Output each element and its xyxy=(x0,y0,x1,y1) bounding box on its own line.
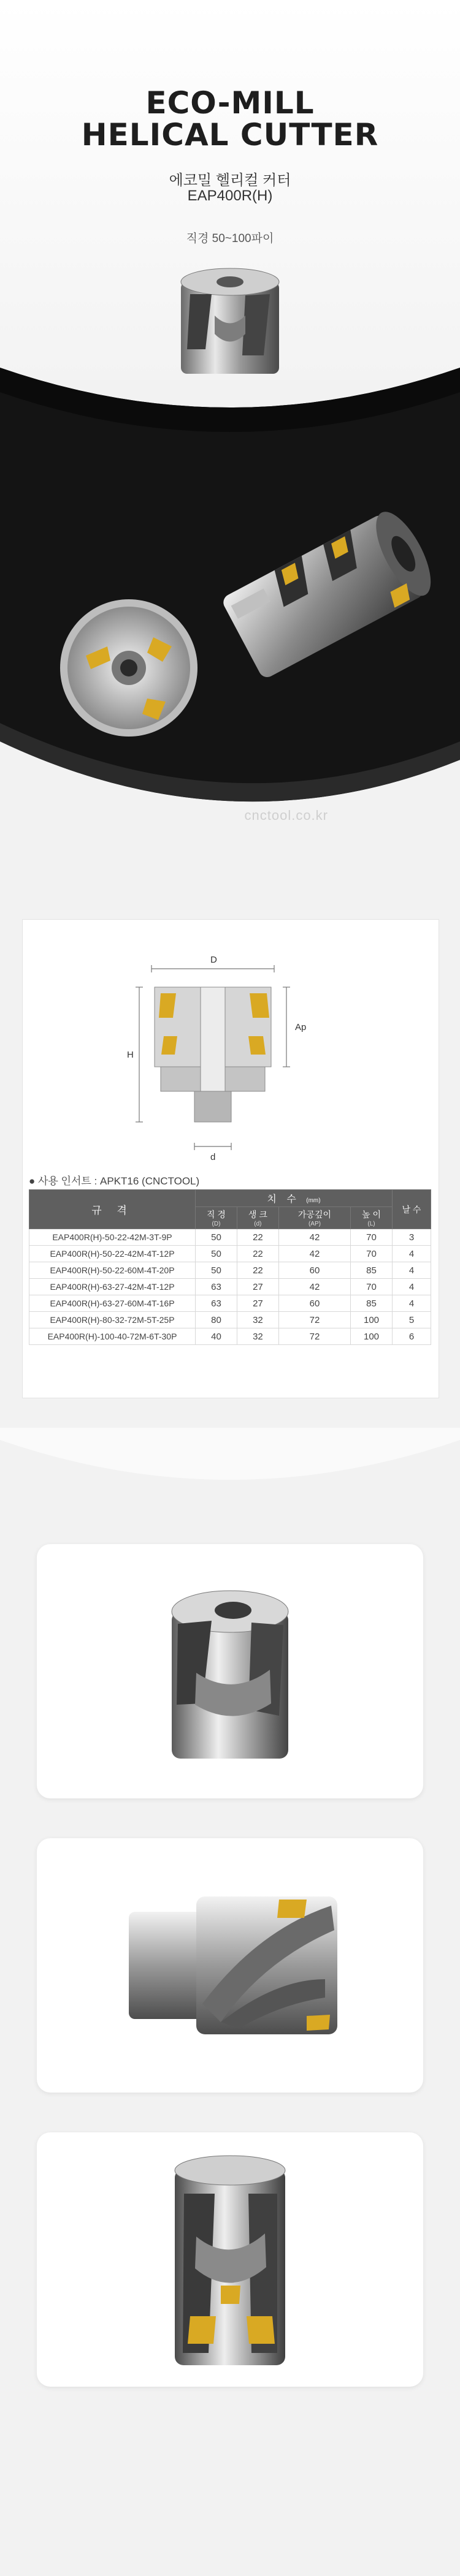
product-photo-card-3 xyxy=(37,2132,423,2387)
table-row: EAP400R(H)-63-27-42M-4T-12P 63 27 42 70 4 xyxy=(29,1279,431,1295)
col-depth: 가공깊이 (AP) xyxy=(278,1207,350,1229)
cutter-angle-photo xyxy=(37,1544,423,1798)
product-photo-card-1 xyxy=(37,1544,423,1798)
table-row: EAP400R(H)-50-22-42M-4T-12P 50 22 42 70 4 xyxy=(29,1246,431,1262)
col-shank: 생 크 (d) xyxy=(237,1207,278,1229)
hero-section xyxy=(0,0,460,380)
cutter-side-photo xyxy=(37,1838,423,2093)
showcase-graphic xyxy=(0,368,460,858)
spec-table xyxy=(29,1189,431,1345)
title-line-2: HELICAL CUTTER xyxy=(81,117,379,153)
header-flutes: 날 수 xyxy=(393,1190,431,1229)
cutter-front-photo xyxy=(37,2132,423,2387)
table-row: EAP400R(H)-50-22-60M-4T-20P 50 22 60 85 4 xyxy=(29,1262,431,1279)
label-Ap: Ap xyxy=(295,1022,307,1032)
table-row: EAP400R(H)-50-22-42M-3T-9P 50 22 42 70 3 xyxy=(29,1229,431,1246)
model-number: EAP400R(H) xyxy=(187,188,273,204)
title-line-1: ECO-MILL xyxy=(145,85,315,121)
table-row: EAP400R(H)-80-32-72M-5T-25P 80 32 72 100 5 xyxy=(29,1312,431,1328)
col-height: 높 이 (L) xyxy=(351,1207,393,1229)
table-row: EAP400R(H)-63-27-60M-4T-16P 63 27 60 85 4 xyxy=(29,1295,431,1312)
col-diameter: 직 경 (D) xyxy=(196,1207,237,1229)
label-D: D xyxy=(210,955,217,965)
curved-divider xyxy=(0,1428,460,1501)
diameter-range: 직경 50~100파이 xyxy=(186,232,274,245)
insert-note: ● 사용 인서트 : APKT16 (CNCTOOL) xyxy=(29,1175,200,1187)
label-H: H xyxy=(127,1050,134,1060)
product-detail-page: ECO-MILL HELICAL CUTTER 에코밀 헬리컬 커터 EAP400R(H) 직경 50~100파이 cnctool.co.kr D Ap H d ● 사용 인서트 : APKT16 (CNCTOOL) 규 격 치 수 (mm) 날 수 직 경 (D) 생 크 (d) 가공깊이 (AP) 높 이 (L) EAP400R(H)-50-22-42M-3T-9P 50 22 42 70 3 EAP400R(H)-50-22-42M-4T-12P 50 22 42 70 4 EAP400R(H)-50-22-60M-4T-20P 50 22 60 85 4 EAP400R(H)-63-27-42M-4T-12P 63 27 42 70 4 EAP400R(H)-63-27-60M-4T-16P 63 27 60 85 4 EAP400R(H)-80-32-72M-5T-25P 80 32 72 100 5 EAP400R(H)-100-40-72M-6T-30P 40 32 72 100 6 xyxy=(0,0,460,2576)
spec-card xyxy=(22,919,439,1398)
hero-cutter-image xyxy=(153,257,307,380)
table-row: EAP400R(H)-100-40-72M-6T-30P 40 32 72 100 6 xyxy=(29,1328,431,1345)
header-spec: 규 격 xyxy=(29,1190,196,1229)
dimension-diagram xyxy=(127,944,323,1165)
label-d: d xyxy=(210,1152,216,1162)
korean-title: 에코밀 헬리컬 커터 xyxy=(169,172,291,189)
dark-showcase-band xyxy=(0,368,460,858)
header-dimensions: 치 수 (mm) xyxy=(196,1190,393,1207)
product-photo-card-2 xyxy=(37,1838,423,2093)
